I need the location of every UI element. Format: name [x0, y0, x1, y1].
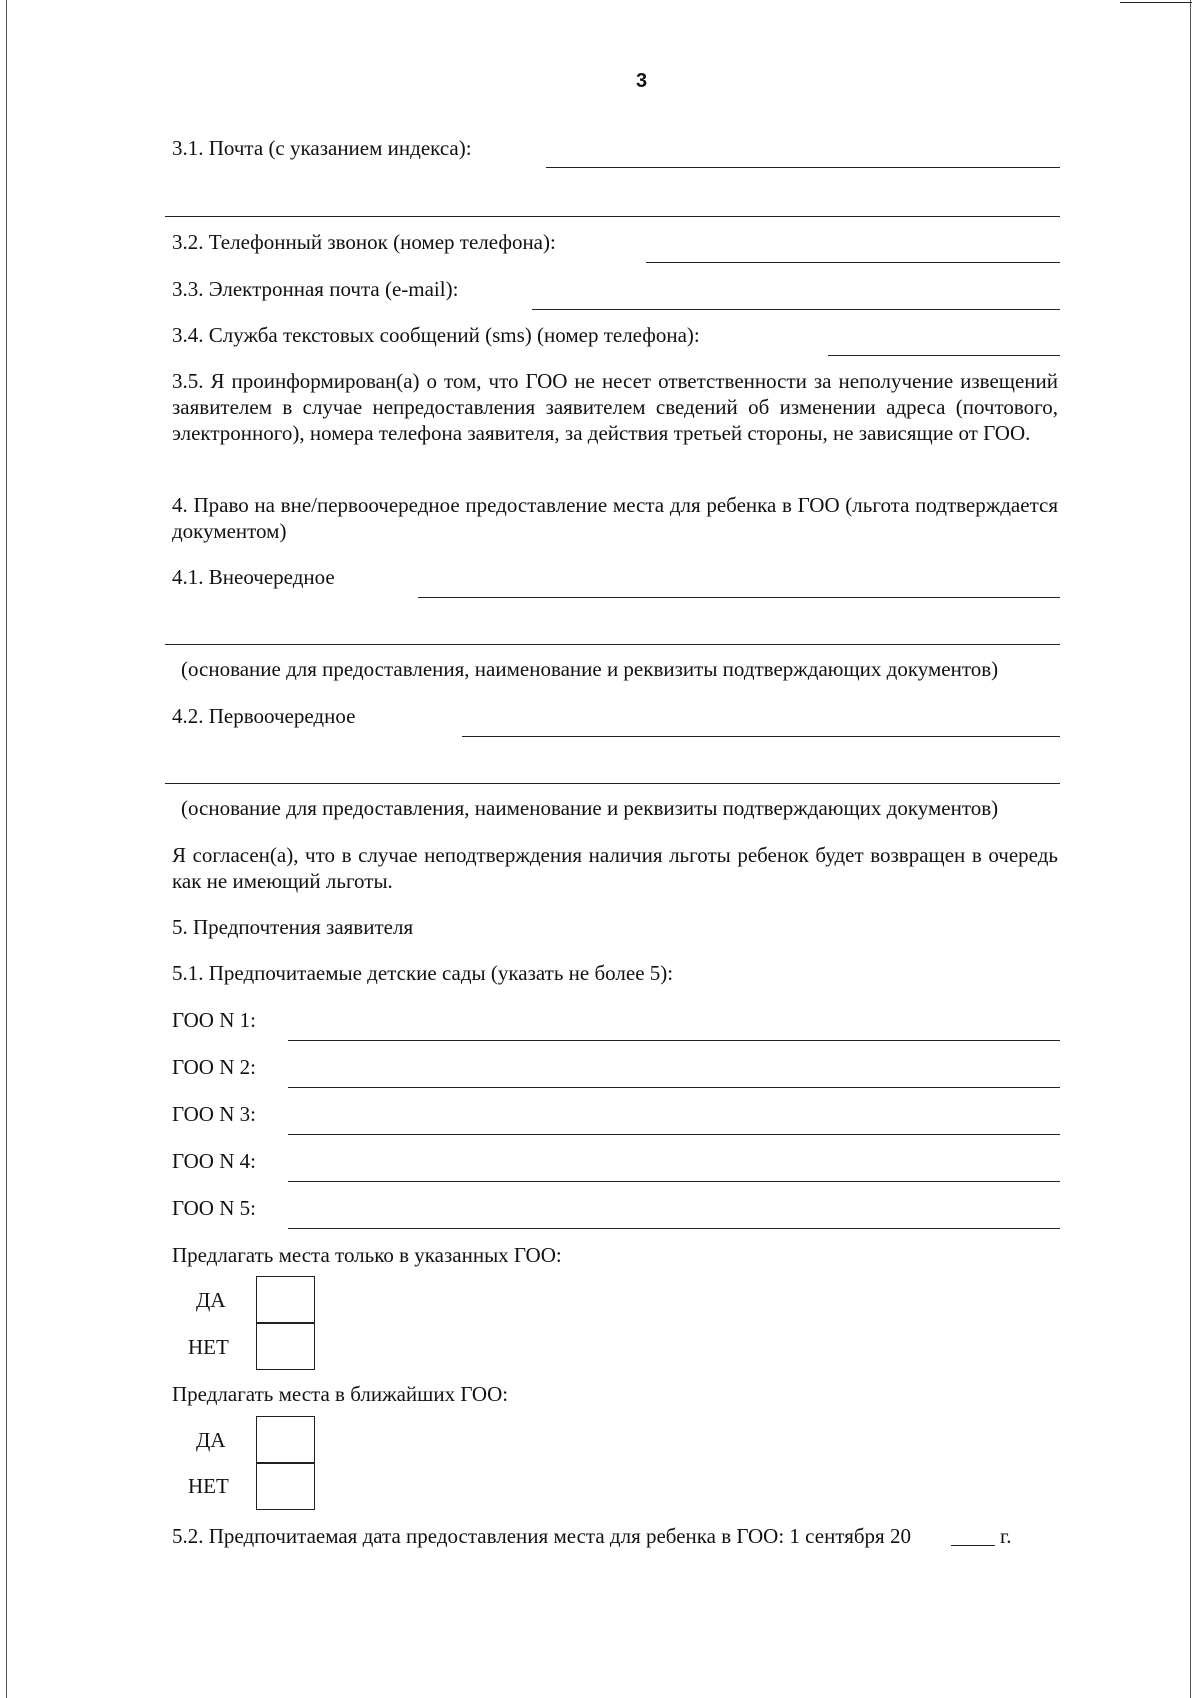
- only-listed-yes-label: ДА: [196, 1288, 226, 1312]
- preferred-date-label: 5.2. Предпочитаемая дата предоставления места для ребенка в ГОО: 1 сентября 20: [172, 1524, 911, 1548]
- privileges-heading: 4. Право на вне/первоочередное предоставление места для ребенка в ГОО (льгота подтверждается документом): [172, 493, 1058, 543]
- extraordinary-line-1[interactable]: [418, 597, 1060, 598]
- email-label: 3.3. Электронная почта (e-mail):: [172, 277, 459, 301]
- kindergartens-label: 5.1. Предпочитаемые детские сады (указать не более 5):: [172, 961, 674, 985]
- year-blank-line[interactable]: [951, 1545, 995, 1546]
- goo-label-5: ГОО N 5:: [172, 1196, 256, 1220]
- consent-paragraph: Я согласен(а), что в случае неподтверждения наличия льготы ребенок будет возвращен в очередь как не имеющий льготы.: [172, 843, 1058, 893]
- mail-line-1[interactable]: [546, 167, 1060, 168]
- extraordinary-line-2[interactable]: [165, 644, 1060, 645]
- sms-line[interactable]: [828, 355, 1060, 356]
- top-right-edge: [1120, 2, 1192, 3]
- goo-label-4: ГОО N 4:: [172, 1149, 256, 1173]
- goo-line-3[interactable]: [288, 1134, 1060, 1135]
- mail-label: 3.1. Почта (с указанием индекса):: [172, 136, 472, 160]
- basis-caption-2: (основание для предоставления, наименование и реквизиты подтверждающих документов): [181, 796, 999, 820]
- only-listed-question: Предлагать места только в указанных ГОО:: [172, 1243, 562, 1267]
- mail-line-2[interactable]: [165, 216, 1060, 217]
- email-line[interactable]: [532, 309, 1060, 310]
- priority-line-1[interactable]: [462, 736, 1060, 737]
- only-listed-no-checkbox[interactable]: [256, 1322, 315, 1370]
- nearest-yes-label: ДА: [196, 1428, 226, 1452]
- sms-label: 3.4. Служба текстовых сообщений (sms) (номер телефона):: [172, 323, 700, 347]
- goo-line-1[interactable]: [288, 1040, 1060, 1041]
- only-listed-no-label: НЕТ: [188, 1335, 229, 1359]
- notice-paragraph: 3.5. Я проинформирован(а) о том, что ГОО не несет ответственности за неполучение извещений заявителем в случае непредоставления заявителем сведений об изменении адреса (почтового, электронного), номера телефона заявителя, за действия третьей стороны, не зависящие от ГОО.: [172, 369, 1058, 445]
- nearest-question: Предлагать места в ближайших ГОО:: [172, 1382, 509, 1406]
- left-page-edge: [6, 0, 7, 1698]
- nearest-no-checkbox[interactable]: [256, 1462, 315, 1510]
- nearest-yes-checkbox[interactable]: [256, 1416, 315, 1464]
- goo-line-2[interactable]: [288, 1087, 1060, 1088]
- goo-label-1: ГОО N 1:: [172, 1008, 256, 1032]
- extraordinary-label: 4.1. Внеочередное: [172, 565, 335, 589]
- year-suffix: г.: [1000, 1524, 1012, 1548]
- goo-line-5[interactable]: [288, 1228, 1060, 1229]
- phone-call-line[interactable]: [646, 262, 1060, 263]
- priority-label: 4.2. Первоочередное: [172, 704, 356, 728]
- goo-label-2: ГОО N 2:: [172, 1055, 256, 1079]
- right-page-edge: [1190, 0, 1191, 1698]
- page-number: 3: [636, 70, 648, 92]
- nearest-no-label: НЕТ: [188, 1474, 229, 1498]
- preferences-heading: 5. Предпочтения заявителя: [172, 915, 414, 939]
- basis-caption-1: (основание для предоставления, наименование и реквизиты подтверждающих документов): [181, 657, 999, 681]
- phone-call-label: 3.2. Телефонный звонок (номер телефона):: [172, 230, 556, 254]
- goo-label-3: ГОО N 3:: [172, 1102, 256, 1126]
- only-listed-yes-checkbox[interactable]: [256, 1276, 315, 1324]
- goo-line-4[interactable]: [288, 1181, 1060, 1182]
- priority-line-2[interactable]: [165, 783, 1060, 784]
